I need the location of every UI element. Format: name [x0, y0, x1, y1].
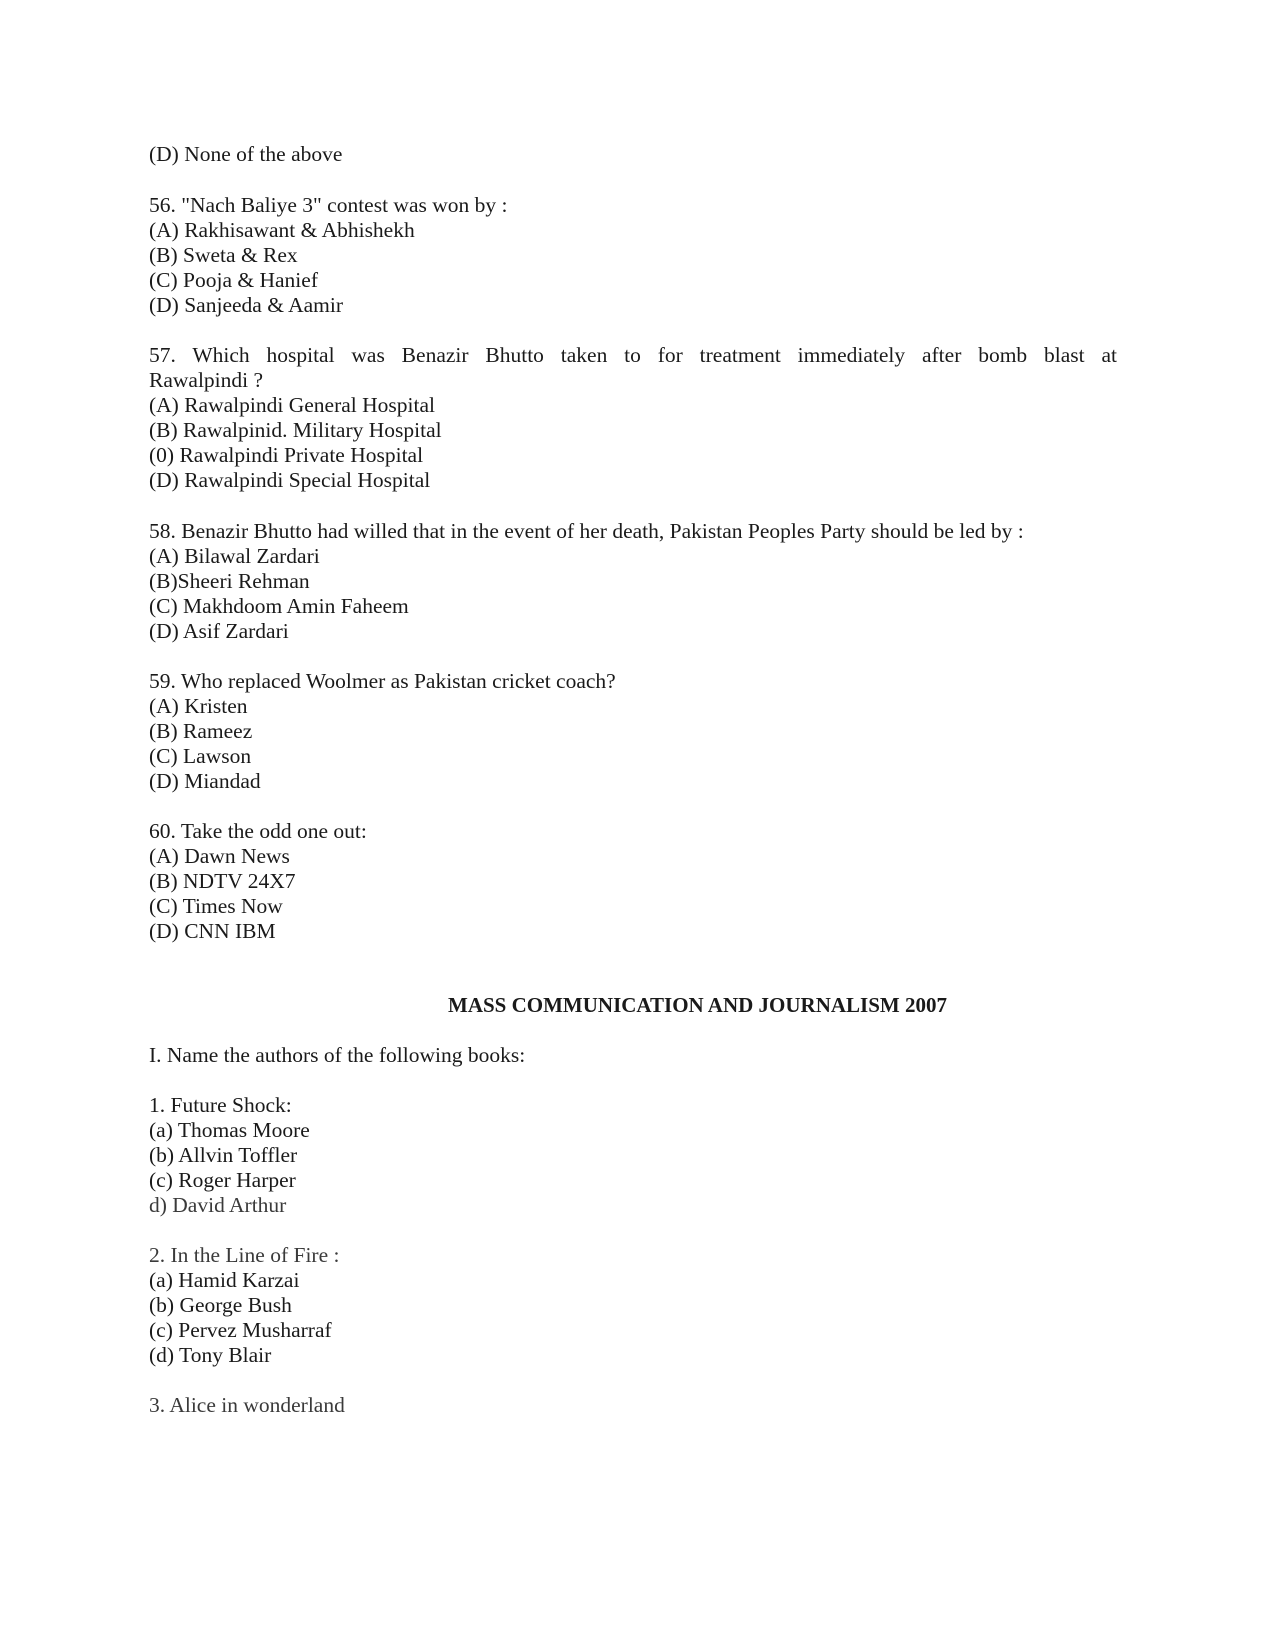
- question-60: 60. Take the odd one out:: [149, 819, 367, 843]
- q59-option-a: (A) Kristen: [149, 694, 248, 718]
- book-question-2: 2. In the Line of Fire :: [149, 1243, 340, 1267]
- q56-option-d: (D) Sanjeeda & Aamir: [149, 293, 344, 317]
- question-56: 56. "Nach Baliye 3" contest was won by :: [149, 193, 508, 217]
- q56-option-b: (B) Sweta & Rex: [149, 243, 298, 267]
- q56-option-a: (A) Rakhisawant & Abhishekh: [149, 218, 415, 242]
- b2-option-c: (c) Pervez Musharraf: [149, 1318, 332, 1342]
- q56-option-c: (C) Pooja & Hanief: [149, 268, 318, 292]
- q57-option-a: (A) Rawalpindi General Hospital: [149, 393, 435, 417]
- q58-option-b: (B)Sheeri Rehman: [149, 569, 310, 593]
- b1-option-a: (a) Thomas Moore: [149, 1118, 310, 1142]
- q57-option-c: (0) Rawalpindi Private Hospital: [149, 443, 424, 467]
- q60-option-a: (A) Dawn News: [149, 844, 290, 868]
- book-question-3: 3. Alice in wonderland: [149, 1393, 345, 1417]
- q60-option-b: (B) NDTV 24X7: [149, 869, 296, 893]
- q57-option-d: (D) Rawalpindi Special Hospital: [149, 468, 431, 492]
- b2-option-d: (d) Tony Blair: [149, 1343, 272, 1367]
- question-58: 58. Benazir Bhutto had willed that in the event of her death, Pakistan Peoples Party should be led by :: [149, 519, 1024, 543]
- b1-option-c: (c) Roger Harper: [149, 1168, 296, 1192]
- q58-option-a: (A) Bilawal Zardari: [149, 544, 320, 568]
- q59-option-b: (B) Rameez: [149, 719, 253, 743]
- question-57-line-2: Rawalpindi ?: [149, 368, 264, 392]
- q58-option-c: (C) Makhdoom Amin Faheem: [149, 594, 409, 618]
- q60-option-d: (D) CNN IBM: [149, 919, 276, 943]
- section-heading: MASS COMMUNICATION AND JOURNALISM 2007: [448, 993, 947, 1017]
- book-question-1: 1. Future Shock:: [149, 1093, 292, 1117]
- previous-option-d: (D) None of the above: [149, 142, 343, 166]
- q59-option-d: (D) Miandad: [149, 769, 261, 793]
- section-instruction: I. Name the authors of the following books:: [149, 1043, 526, 1067]
- question-57-line-1: 57. Which hospital was Benazir Bhutto taken to for treatment immediately after bomb blast at: [149, 343, 1117, 367]
- b1-option-d: d) David Arthur: [149, 1193, 287, 1217]
- b2-option-a: (a) Hamid Karzai: [149, 1268, 300, 1292]
- b2-option-b: (b) George Bush: [149, 1293, 292, 1317]
- q60-option-c: (C) Times Now: [149, 894, 283, 918]
- b1-option-b: (b) Allvin Toffler: [149, 1143, 298, 1167]
- q59-option-c: (C) Lawson: [149, 744, 252, 768]
- question-59: 59. Who replaced Woolmer as Pakistan cricket coach?: [149, 669, 616, 693]
- q57-option-b: (B) Rawalpinid. Military Hospital: [149, 418, 442, 442]
- q58-option-d: (D) Asif Zardari: [149, 619, 289, 643]
